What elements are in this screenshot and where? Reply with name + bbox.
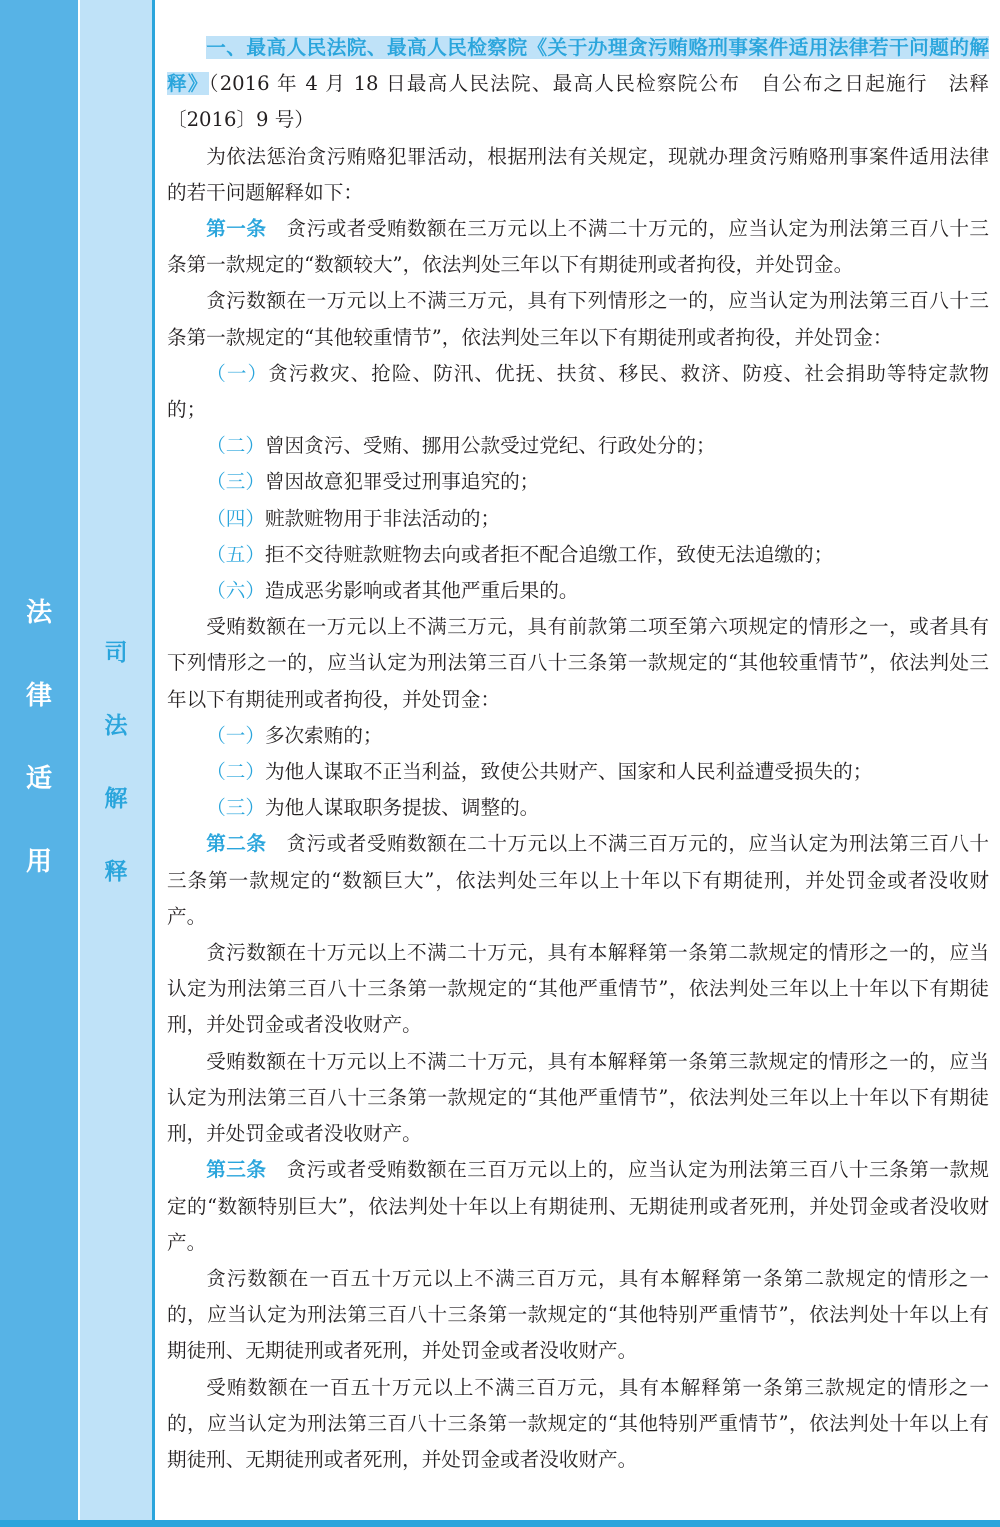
list-item <box>167 537 989 573</box>
item-text: 曾因故意犯罪受过刑事追究的； <box>264 470 540 494</box>
title-note: （2016 年 4 月 18 日最高人民法院、最高人民检察院公布 自公布之日起施行 法释〔2016〕9 号） <box>167 72 989 132</box>
list-item <box>167 464 989 500</box>
item-text: 多次索贿的； <box>264 723 383 747</box>
item-text: 赃款赃物用于非法活动的； <box>264 506 501 530</box>
list-item <box>167 718 989 754</box>
document-title <box>167 30 989 139</box>
category-char: 适 <box>25 764 52 794</box>
article-text: 贪污或者受贿数额在二十万元以上不满三百万元的，应当认定为刑法第三百八十三条第一款规定的“数额巨大”，依法判处三年以上十年以下有期徒刑，并处罚金或者没收财产。 <box>167 832 990 928</box>
article-1-paragraph <box>167 211 989 283</box>
item-text: 为他人谋取职务提拔、调整的。 <box>264 796 540 820</box>
item-text: 造成恶劣影响或者其他严重后果的。 <box>264 579 579 603</box>
article-text: 贪污或者受贿数额在三万元以上不满二十万元的，应当认定为刑法第三百八十三条第一款规定的“数额较大”，依法判处三年以下有期徒刑或者拘役，并处罚金。 <box>167 217 990 277</box>
item-number: （一） <box>206 723 265 747</box>
item-text: 拒不交待赃款赃物去向或者拒不配合追缴工作，致使无法追缴的； <box>264 542 834 566</box>
article-2-paragraph <box>167 826 989 935</box>
paragraph: 贪污数额在十万元以上不满二十万元，具有本解释第一条第二款规定的情形之一的，应当认定为刑法第三百八十三条第一款规定的“其他严重情节”，依法判处三年以上十年以下有期徒刑，并处罚金或者没收财产。 <box>167 941 989 1037</box>
article-label: 第三条 <box>206 1158 267 1182</box>
category-label <box>0 600 78 932</box>
bottom-rule <box>0 1520 1000 1527</box>
subcategory-char: 法 <box>104 713 128 739</box>
article-label: 第二条 <box>206 832 267 856</box>
subcategory-char: 解 <box>104 786 128 812</box>
subcategory-char: 司 <box>104 640 128 666</box>
item-number: （五） <box>206 542 265 566</box>
paragraph: 受贿数额在一百五十万元以上不满三百万元，具有本解释第一条第三款规定的情形之一的，应当认定为刑法第三百八十三条第一款规定的“其他特别严重情节”，依法判处十年以上有期徒刑、无期徒刑或者死刑，并处罚金或者没收财产。 <box>167 1375 989 1471</box>
list-item <box>167 790 989 826</box>
intro-paragraph: 为依法惩治贪污贿赂犯罪活动，根据刑法有关规定，现就办理贪污贿赂刑事案件适用法律的若干问题解释如下： <box>167 144 989 204</box>
item-number: （六） <box>206 579 265 603</box>
item-number: （四） <box>206 506 265 530</box>
article-label: 第一条 <box>206 217 267 241</box>
article-text: 贪污或者受贿数额在三百万元以上的，应当认定为刑法第三百八十三条第一款规定的“数额特别巨大”，依法判处十年以上有期徒刑、无期徒刑或者死刑，并处罚金或者没收财产。 <box>167 1158 990 1254</box>
paragraph: 贪污数额在一万元以上不满三万元，具有下列情形之一的，应当认定为刑法第三百八十三条第一款规定的“其他较重情节”，依法判处三年以下有期徒刑或者拘役，并处罚金： <box>167 289 989 349</box>
list-item <box>167 428 989 464</box>
item-text: 为他人谋取不正当利益，致使公共财产、国家和人民利益遭受损失的； <box>264 760 873 784</box>
item-number: （二） <box>206 434 265 458</box>
category-char: 用 <box>25 847 52 877</box>
item-number: （二） <box>206 760 265 784</box>
item-number: （三） <box>206 796 265 820</box>
category-char: 法 <box>25 598 52 628</box>
paragraph: 受贿数额在十万元以上不满二十万元，具有本解释第一条第三款规定的情形之一的，应当认定为刑法第三百八十三条第一款规定的“其他严重情节”，依法判处三年以上十年以下有期徒刑，并处罚金或者没收财产。 <box>167 1049 989 1146</box>
paragraph: 贪污数额在一百五十万元以上不满三百万元，具有本解释第一条第二款规定的情形之一的，应当认定为刑法第三百八十三条第一款规定的“其他特别严重情节”，依法判处十年以上有期徒刑、无期徒刑或者死刑，并处罚金或者没收财产。 <box>167 1266 989 1363</box>
subcategory-label <box>80 642 152 934</box>
subcategory-char: 释 <box>104 859 128 885</box>
item-number: （三） <box>206 470 265 494</box>
article-3-paragraph <box>167 1152 989 1261</box>
category-char: 律 <box>25 681 52 711</box>
item-text: 贪污救灾、抢险、防汛、优抚、扶贫、移民、救济、防疫、社会捐助等特定款物的； <box>167 361 990 422</box>
vertical-rule <box>152 0 155 1522</box>
list-item <box>167 754 989 790</box>
list-item <box>167 356 989 428</box>
paragraph: 受贿数额在一万元以上不满三万元，具有前款第二项至第六项规定的情形之一，或者具有下列情形之一的，应当认定为刑法第三百八十三条第一款规定的“其他较重情节”，依法判处三年以下有期徒刑或者拘役，并处罚金： <box>167 615 989 711</box>
list-item <box>167 573 989 609</box>
list-item <box>167 501 989 537</box>
item-text: 曾因贪污、受贿、挪用公款受过党纪、行政处分的； <box>264 434 716 458</box>
item-number: （一） <box>206 361 269 385</box>
title-highlight: 一、最高人民法院、最高人民检察院《关于办理贪污贿赂刑事案件适用法律若干问题的解释》 <box>167 36 989 96</box>
document-body <box>167 30 989 1478</box>
